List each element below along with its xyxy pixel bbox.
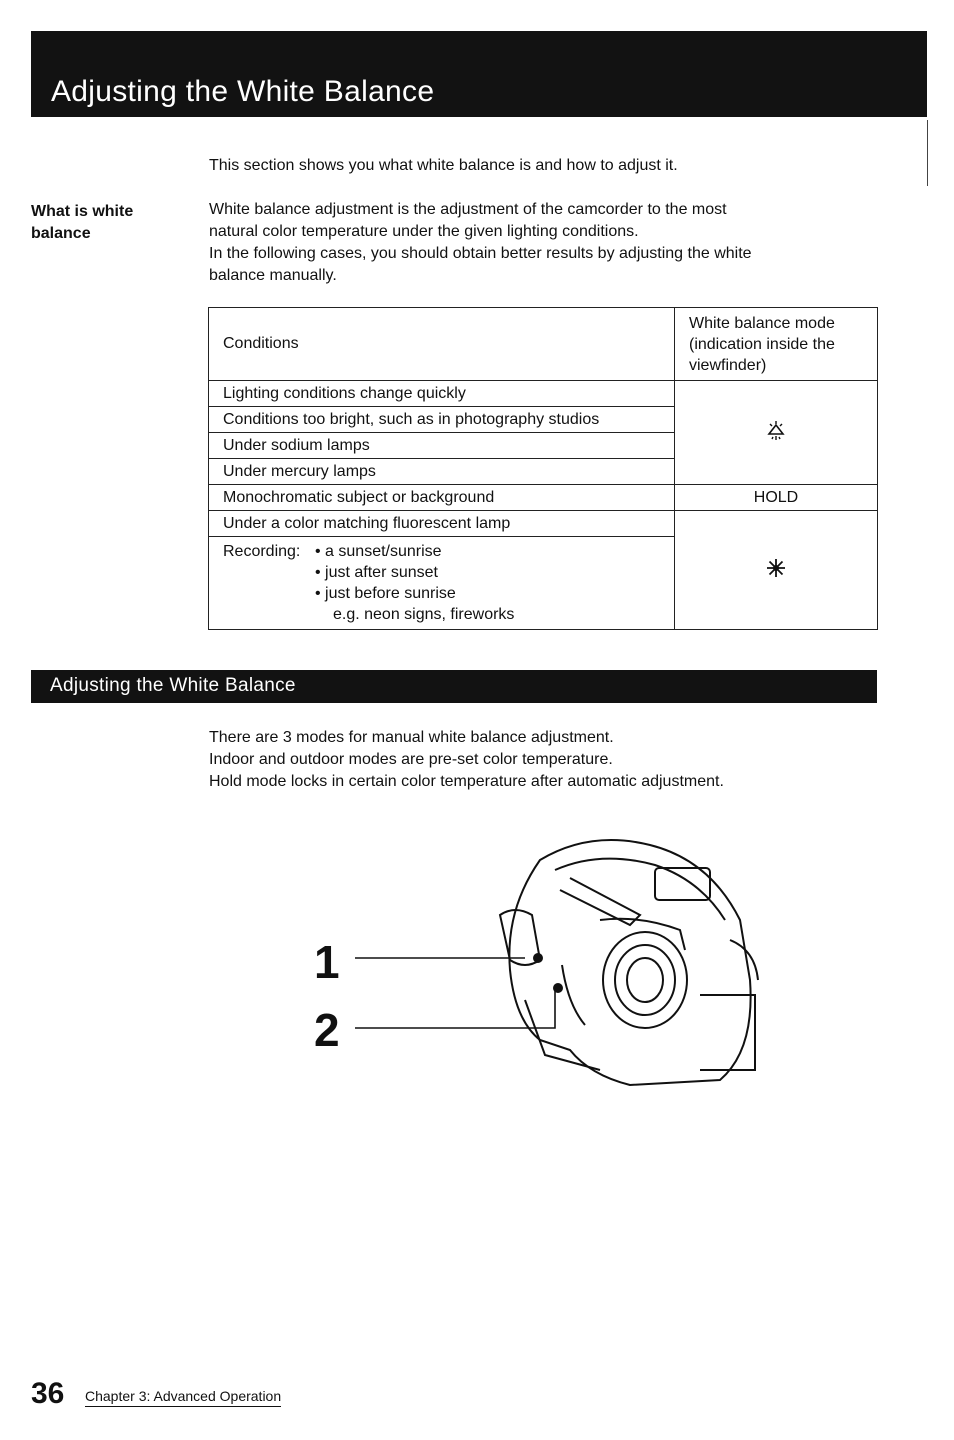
callout-number-2: 2 [314, 1004, 340, 1056]
table-header-row [209, 308, 878, 381]
white-balance-description [209, 199, 869, 287]
title-bar [31, 31, 927, 117]
hold-mode-cell: HOLD [675, 485, 878, 511]
recording-line1: • a sunset/sunrise [315, 543, 442, 560]
recording-line3: • just before sunrise [315, 585, 456, 602]
margin-rule [927, 120, 928, 186]
condition-cell: Under mercury lamps [209, 459, 675, 485]
intro-text: This section shows you what white balance is and how to adjust it. [209, 157, 678, 174]
mode-header-line2: (indication inside the [689, 335, 835, 353]
body-line4: balance manually. [209, 267, 337, 284]
modes-line1: There are 3 modes for manual white balance adjustment. [209, 729, 614, 746]
indoor-lamp-icon [765, 419, 787, 441]
modes-line3: Hold mode locks in certain color temperature after automatic adjustment. [209, 773, 724, 790]
body-line3: In the following cases, you should obtain better results by adjusting the white [209, 245, 752, 262]
modes-description [209, 727, 724, 793]
body-line2: natural color temperature under the given lighting conditions. [209, 223, 639, 240]
camcorder-illustration [300, 820, 780, 1110]
section-title: Adjusting the White Balance [50, 675, 296, 696]
section-bar [31, 670, 877, 703]
recording-line4: e.g. neon signs, fireworks [333, 606, 515, 623]
page-number: 36 [31, 1377, 65, 1410]
condition-cell: Under a color matching fluorescent lamp [209, 511, 675, 537]
recording-line2: • just after sunset [315, 564, 438, 581]
table-row [209, 485, 878, 511]
mode-header-line3: viewfinder) [689, 356, 767, 374]
table-row [209, 511, 878, 537]
callout-number-1: 1 [314, 936, 340, 988]
page-title: Adjusting the White Balance [51, 75, 435, 108]
side-label-line1: What is white [31, 203, 134, 220]
conditions-header: Conditions [209, 308, 675, 381]
condition-cell: Conditions too bright, such as in photography studios [209, 407, 675, 433]
mode-header [675, 308, 878, 381]
body-line1: White balance adjustment is the adjustment of the camcorder to the most [209, 201, 727, 218]
condition-cell: Monochromatic subject or background [209, 485, 675, 511]
conditions-table [208, 307, 878, 630]
modes-line2: Indoor and outdoor modes are pre-set color temperature. [209, 751, 613, 768]
condition-cell: Under sodium lamps [209, 433, 675, 459]
recording-cell [209, 537, 675, 630]
outdoor-mode-cell [675, 511, 878, 630]
table-row [209, 381, 878, 407]
side-label [31, 201, 181, 245]
indoor-mode-cell [675, 381, 878, 485]
recording-label: Recording: [223, 543, 301, 560]
camcorder-body [500, 840, 758, 1085]
mode-header-line1: White balance mode [689, 314, 835, 332]
side-label-line2: balance [31, 225, 91, 242]
condition-cell: Lighting conditions change quickly [209, 381, 675, 407]
outdoor-sun-icon [766, 558, 786, 578]
chapter-label: Chapter 3: Advanced Operation [85, 1388, 281, 1407]
